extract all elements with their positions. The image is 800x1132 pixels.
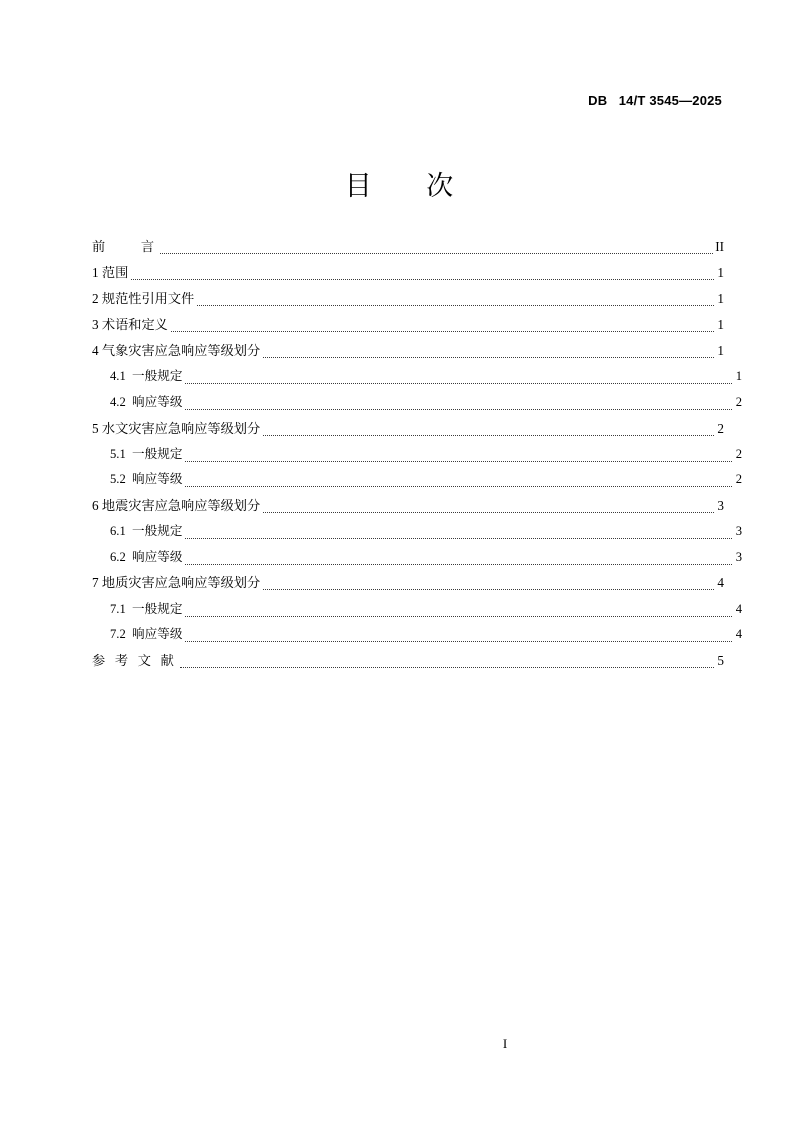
toc-entry[interactable] — [92, 499, 724, 516]
toc-entry[interactable] — [92, 654, 724, 671]
toc-entry-page-number: 4 — [717, 575, 724, 591]
toc-entry-label: 6 地震灾害应急响应等级划分 — [92, 498, 261, 513]
toc-entry-page-number: 3 — [735, 524, 742, 539]
toc-entry-label: 2 规范性引用文件 — [92, 290, 195, 306]
toc-entry-label: 5.1 一般规定 — [110, 446, 183, 461]
toc-entry-page-number: 1 — [717, 264, 724, 280]
toc-entry-label: 6.1 一般规定 — [110, 524, 183, 539]
page-folio-number: I — [502, 1036, 508, 1051]
toc-entry-page-number: II — [715, 238, 724, 254]
table-of-contents — [92, 238, 742, 680]
page-title: 目 次 — [344, 171, 456, 201]
toc-dot-leader — [180, 667, 714, 668]
toc-entry-page-number: 1 — [717, 343, 724, 359]
toc-dot-leader — [263, 357, 714, 358]
toc-dot-leader — [185, 538, 732, 539]
toc-entry[interactable] — [92, 370, 742, 387]
toc-entry-label: 4.2 响应等级 — [110, 395, 183, 410]
toc-entry-label: 3 术语和定义 — [92, 317, 168, 333]
toc-entry[interactable] — [92, 318, 724, 335]
toc-entry-label: 5 水文灾害应急响应等级划分 — [92, 420, 261, 436]
toc-entry-page-number: 1 — [717, 290, 724, 306]
toc-dot-leader — [185, 641, 732, 642]
toc-entry[interactable] — [92, 551, 742, 568]
toc-entry-page-number: 2 — [735, 446, 742, 461]
toc-entry-label: 4.1 一般规定 — [110, 369, 183, 384]
toc-dot-leader — [185, 564, 732, 565]
toc-entry-page-number: 4 — [735, 601, 742, 616]
toc-dot-leader — [185, 461, 732, 462]
toc-entry[interactable] — [92, 266, 724, 283]
toc-entry-label: 7 地质灾害应急响应等级划分 — [92, 575, 261, 591]
toc-entry-label: 4 气象灾害应急响应等级划分 — [92, 343, 261, 359]
toc-entry-label: 参 考 文 献 — [92, 652, 178, 668]
toc-entry-label: 5.2 响应等级 — [110, 472, 183, 487]
toc-entry[interactable] — [92, 525, 742, 542]
toc-dot-leader — [171, 331, 714, 332]
toc-dot-leader — [263, 435, 714, 436]
toc-entry-label: 前 言 — [92, 238, 158, 254]
toc-dot-leader — [185, 409, 732, 410]
toc-entry-label: 7.2 响应等级 — [110, 627, 183, 642]
toc-entry-label: 6.2 响应等级 — [110, 549, 183, 564]
toc-entry-label: 7.1 一般规定 — [110, 601, 183, 616]
toc-entry-page-number: 2 — [735, 395, 742, 410]
toc-entry-page-number: 2 — [717, 420, 724, 436]
standard-number-header: DB 14/T 3545—2025 — [588, 93, 722, 108]
toc-dot-leader — [160, 253, 713, 254]
toc-entry[interactable] — [92, 396, 742, 413]
toc-entry-page-number: 1 — [717, 317, 724, 333]
toc-entry[interactable] — [92, 240, 724, 257]
toc-entry-page-number: 3 — [717, 498, 724, 513]
toc-dot-leader — [185, 616, 732, 617]
toc-entry[interactable] — [92, 628, 742, 645]
toc-dot-leader — [263, 589, 714, 590]
toc-dot-leader — [263, 512, 714, 513]
toc-entry-page-number: 2 — [735, 472, 742, 487]
toc-dot-leader — [197, 305, 714, 306]
toc-entry-page-number: 4 — [735, 627, 742, 642]
toc-dot-leader — [131, 279, 714, 280]
toc-entry-page-number: 3 — [735, 549, 742, 564]
toc-entry[interactable] — [92, 344, 724, 361]
toc-entry-page-number: 5 — [717, 652, 724, 668]
toc-entry[interactable] — [92, 473, 742, 490]
toc-entry-label: 1 范围 — [92, 264, 129, 280]
page-folio — [0, 1036, 800, 1052]
toc-entry[interactable] — [92, 576, 724, 593]
toc-entry[interactable] — [92, 422, 724, 439]
toc-dot-leader — [185, 383, 732, 384]
toc-entry[interactable] — [92, 292, 724, 309]
toc-entry[interactable] — [92, 603, 742, 620]
toc-entry-page-number: 1 — [735, 369, 742, 384]
toc-dot-leader — [185, 486, 732, 487]
toc-entry[interactable] — [92, 448, 742, 465]
